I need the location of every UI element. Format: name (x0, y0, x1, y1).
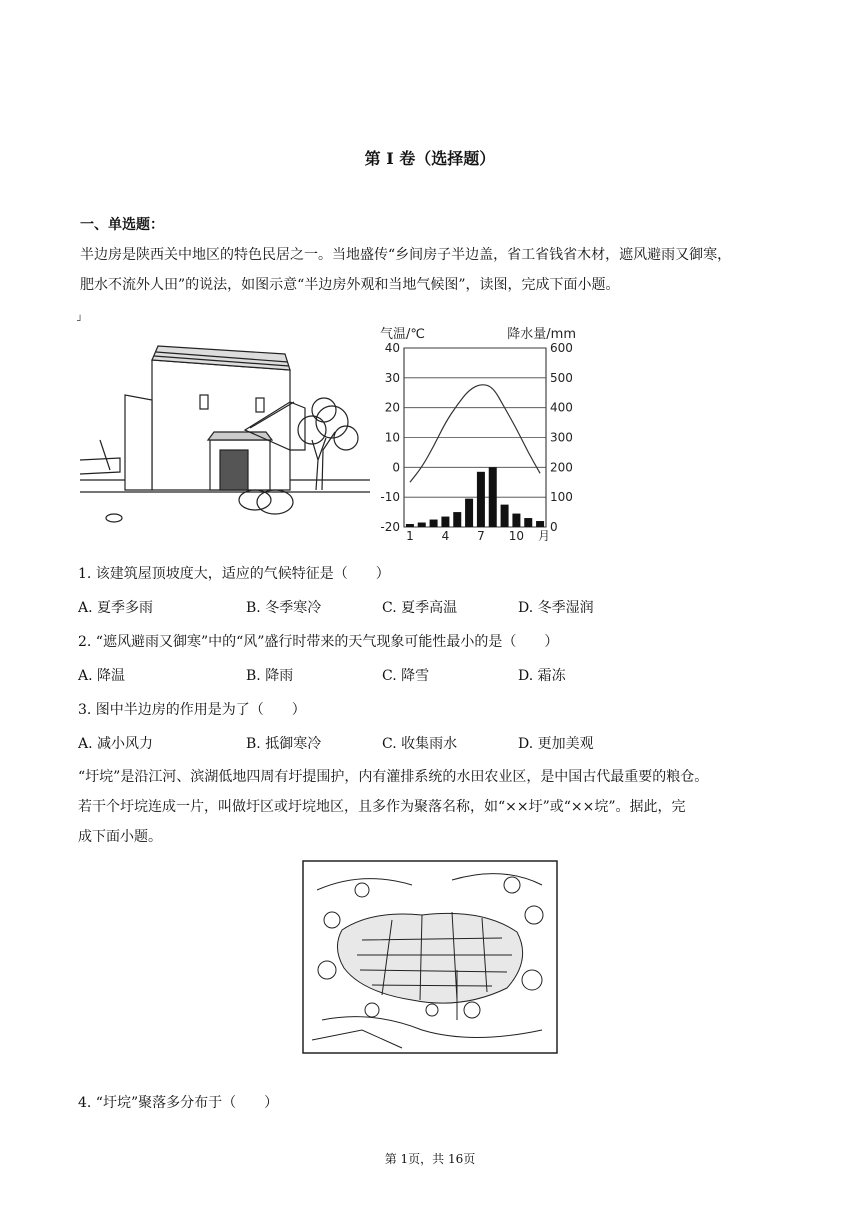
left-tick-label: -10 (380, 490, 400, 505)
page-footer: 第 1页，共 16页 (384, 1152, 476, 1166)
intro-paragraph-2 (78, 762, 783, 852)
q1-option-a: A. 夏季多雨 (78, 600, 154, 616)
precipitation-bar (453, 512, 461, 527)
q2-option-a: A. 降温 (78, 668, 126, 684)
x-axis-label: 月 (538, 529, 551, 543)
left-tick-label: -20 (380, 520, 400, 534)
precipitation-bar (441, 517, 449, 527)
question-1: 1. 该建筑屋顶坡度大，适应的气候特征是（ ） (78, 566, 390, 582)
right-axis-label: 降水量/mm (507, 327, 576, 342)
x-axis-ticks (406, 529, 524, 543)
right-tick-label: 200 (550, 460, 573, 475)
q3-option-a: A. 减小风力 (78, 736, 154, 752)
x-tick-label: 1 (406, 529, 414, 543)
left-axis-label: 气温/℃ (380, 327, 425, 342)
page-title: 第 I 卷（选择题） (364, 149, 496, 168)
climate-chart (378, 322, 580, 544)
right-tick-label: 0 (550, 520, 558, 534)
right-tick-label: 100 (550, 490, 573, 505)
precipitation-bar (465, 499, 473, 527)
left-tick-label: 30 (384, 370, 400, 385)
precipitation-bar (489, 467, 497, 527)
precipitation-bar (406, 524, 414, 527)
q3-option-b: B. 抵御寒冷 (246, 736, 322, 752)
intro-1-line-1: 半边房是陕西关中地区的特色民居之一。当地盛传“乡间房子半边盖，省工省钱省木材，遮风避雨又御寒， (80, 247, 732, 263)
left-tick-label: 0 (392, 460, 400, 475)
q2-option-d: D. 霜冻 (518, 668, 566, 684)
q3-option-c: C. 收集雨水 (382, 736, 458, 752)
question-3: 3. 图中半边房的作用是为了（ ） (78, 702, 306, 718)
q1-option-d: D. 冬季湿润 (518, 600, 594, 616)
left-tick-label: 40 (384, 341, 400, 355)
precipitation-bar (512, 514, 520, 527)
precipitation-bar (430, 520, 438, 527)
q1-option-b: B. 冬季寒冷 (246, 600, 322, 616)
question-4: 4. “圩垸”聚落多分布于（ ） (78, 1095, 279, 1111)
right-axis-ticks (550, 341, 573, 534)
anchor-mark: ┘ (77, 316, 84, 327)
q2-option-c: C. 降雪 (382, 668, 430, 684)
section-heading: 一、单选题： (80, 217, 164, 233)
polder-illustration (302, 860, 558, 1054)
x-tick-label: 4 (441, 529, 450, 543)
intro-1-line-2: 肥水不流外人田”的说法，如图示意“半边房外观和当地气候图”，读图，完成下面小题。 (80, 277, 620, 293)
x-tick-label: 10 (508, 529, 525, 543)
precipitation-bar (536, 521, 544, 527)
precipitation-bar (418, 523, 426, 527)
q1-option-c: C. 夏季高温 (382, 600, 458, 616)
x-tick-label: 7 (477, 529, 485, 543)
half-house-illustration (80, 340, 370, 530)
precipitation-bar (524, 518, 532, 527)
left-axis-ticks (380, 341, 400, 534)
intro-2-line-3: 成下面小题。 (78, 829, 162, 845)
precipitation-bar (477, 472, 485, 527)
question-2: 2. “遮风避雨又御寒”中的“风”盛行时带来的天气现象可能性最小的是（ ） (78, 634, 559, 650)
right-tick-label: 400 (550, 400, 573, 415)
intro-paragraph-1 (80, 240, 785, 300)
right-tick-label: 500 (550, 370, 573, 385)
q3-option-d: D. 更加美观 (518, 736, 594, 752)
precipitation-bar (501, 505, 509, 527)
left-tick-label: 20 (384, 400, 400, 415)
left-tick-label: 10 (384, 430, 400, 445)
chart-grid (404, 348, 546, 527)
right-tick-label: 600 (550, 341, 573, 355)
q2-option-b: B. 降雨 (246, 668, 294, 684)
intro-2-line-2: 若干个圩垸连成一片，叫做圩区或圩垸地区，且多作为聚落名称，如“××圩”或“××垸”。据此，完 (78, 799, 686, 815)
right-tick-label: 300 (550, 430, 573, 445)
intro-2-line-1: “圩垸”是沿江河、滨湖低地四周有圩提围护，内有灌排系统的水田农业区，是中国古代最重要的粮仓。 (78, 769, 709, 785)
